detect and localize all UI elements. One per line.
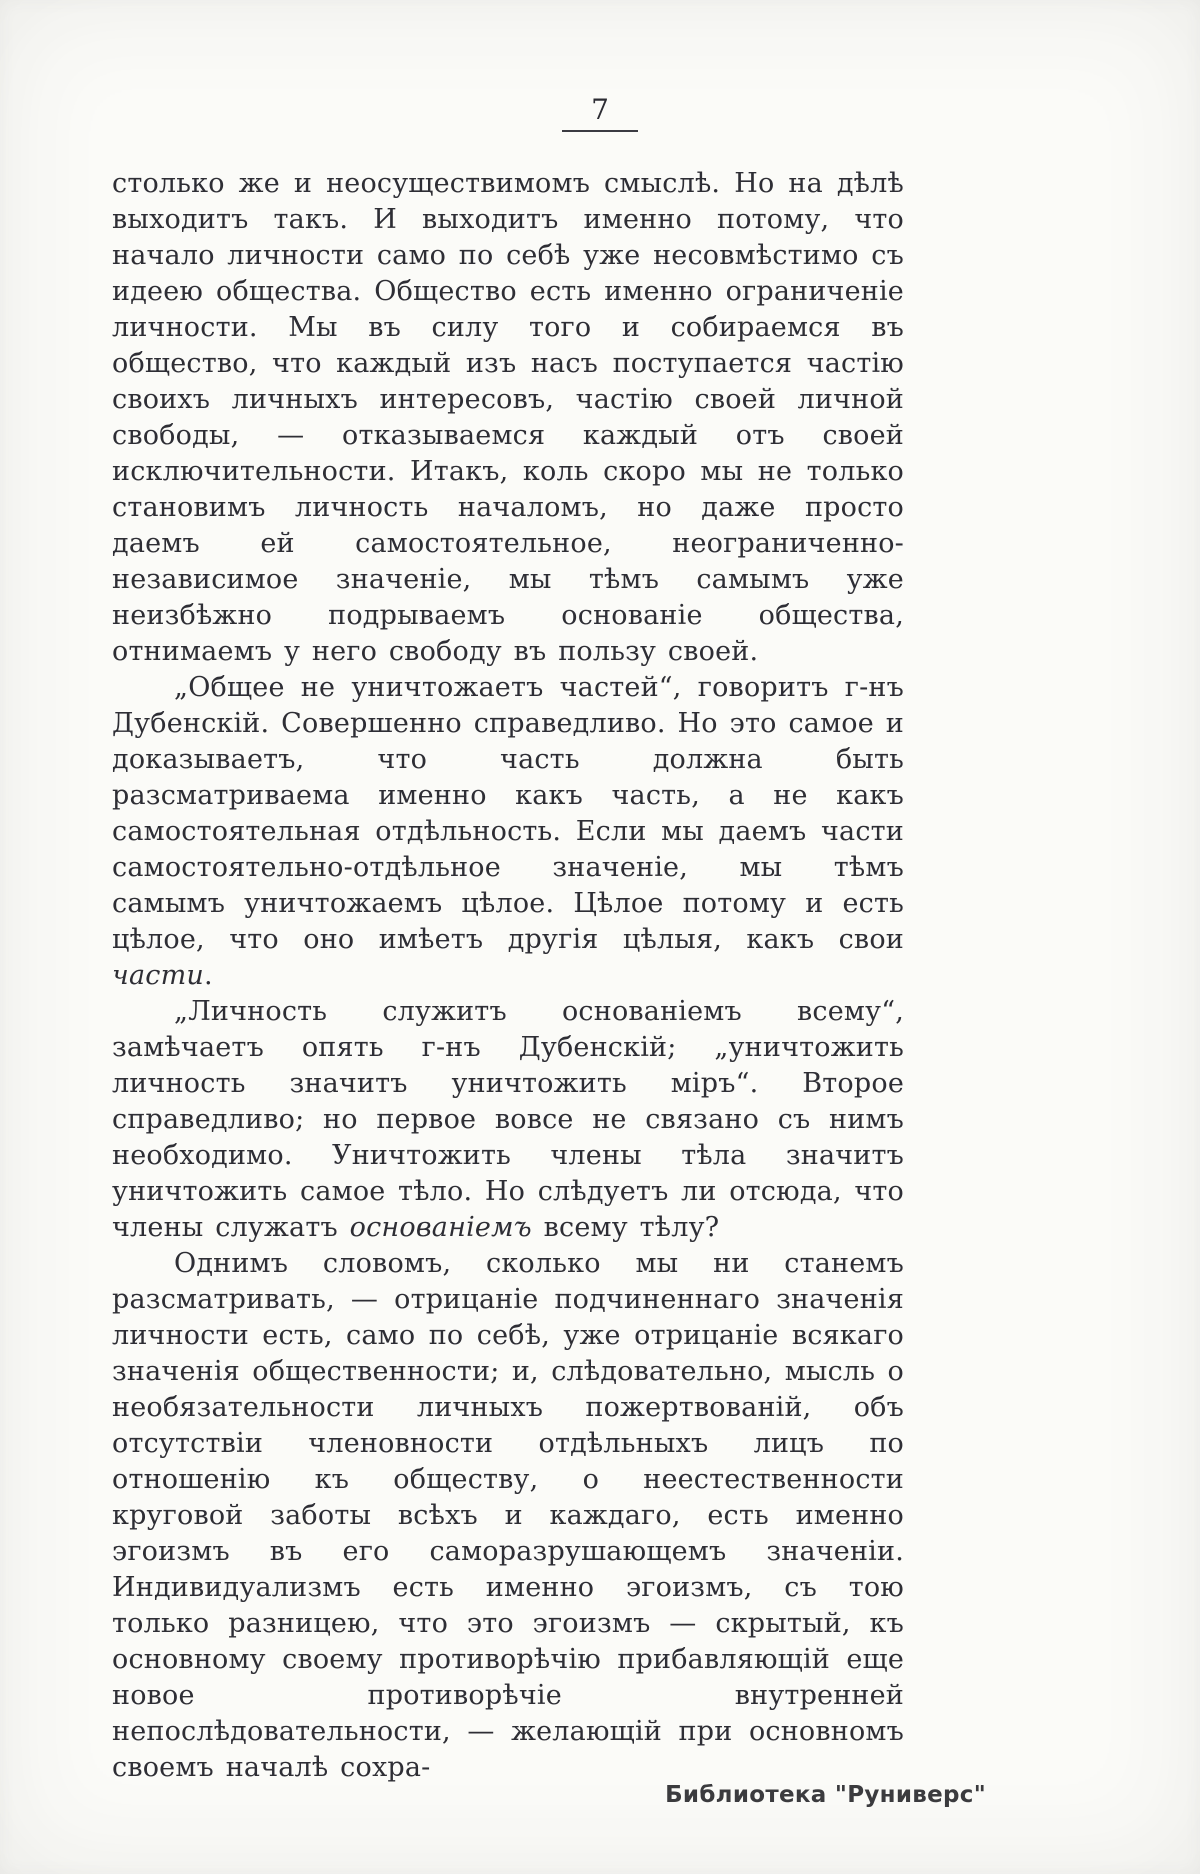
text-segment: всему тѣлу? (531, 1212, 720, 1243)
text-segment: Однимъ словомъ, сколько мы ни станемъ разсматривать, — отрицаніе подчиненнаго значенія личности есть, само по себѣ, уже отрицаніе всякаго значенія общественности; и, слѣдовательно, мысль о необязательности личныхъ пожертвованій, объ отсутствіи членовности отдѣльныхъ лицъ по отношенію къ обществу, о неестественности круговой заботы всѣхъ и каждаго, есть именно эгоизмъ въ его саморазрушающемъ значеніи. Индивидуализмъ есть именно эгоизмъ, съ тою только разницею, что это эгоизмъ — скрытый, къ основному своему противорѣчію прибавляющій еще новое противорѣчіе внутренней непослѣдовательности, — желающій при основномъ своемъ началѣ сохра- (112, 1248, 904, 1783)
text-segment: „Общее не уничтожаетъ частей“, говоритъ г-нъ Дубенскій. Совершенно справедливо. Но это самое и доказываетъ, что часть должна быть разсматриваема именно какъ часть, а не какъ самостоятельная отдѣльность. Если мы даемъ части самостоятельно-отдѣльное значеніе, мы тѣмъ самымъ уничтожаемъ цѣлое. Цѣлое потому и есть цѣлое, что оно имѣетъ другія цѣлыя, какъ свои (112, 672, 904, 955)
page-text (112, 166, 904, 1786)
page-number-rule (562, 130, 638, 132)
page-number: 7 (591, 93, 609, 126)
text-segment: основаніемъ (349, 1212, 532, 1243)
text-segment: столько же и неосуществимомъ смыслѣ. Но на дѣлѣ выходитъ такъ. И выходитъ именно потому, что начало личности само по себѣ уже несовмѣстимо съ идеею общества. Общество есть именно ограниченіе личности. Мы въ силу того и собираемся въ общество, что каждый изъ насъ поступается частію своихъ личныхъ интересовъ, частію своей личной свободы, — отказываемся каждый отъ своей исключительности. Итакъ, коль скоро мы не только становимъ личность началомъ, но даже просто даемъ ей самостоятельное, неограниченно-независимое значеніе, мы тѣмъ самымъ уже неизбѣжно подрываемъ основаніе общества, отнимаемъ у него свободу въ пользу своей. (112, 168, 904, 667)
text-segment: . (204, 960, 213, 991)
text-segment: части (112, 960, 205, 991)
paragraph (112, 1246, 904, 1786)
paragraph (112, 670, 904, 994)
library-watermark: Библиотека "Руниверс" (665, 1782, 986, 1808)
paragraph (112, 994, 904, 1246)
paragraph (112, 166, 904, 670)
text-segment: „Личность служитъ основаніемъ всему“, замѣчаетъ опять г-нъ Дубенскій; „уничтожить личность значитъ уничтожить міръ“. Второе справедливо; но первое вовсе не связано съ нимъ необходимо. Уничтожить члены тѣла значитъ уничтожить самое тѣло. Но слѣдуетъ ли отсюда, что члены служатъ (112, 996, 904, 1243)
page-header (0, 0, 1200, 132)
